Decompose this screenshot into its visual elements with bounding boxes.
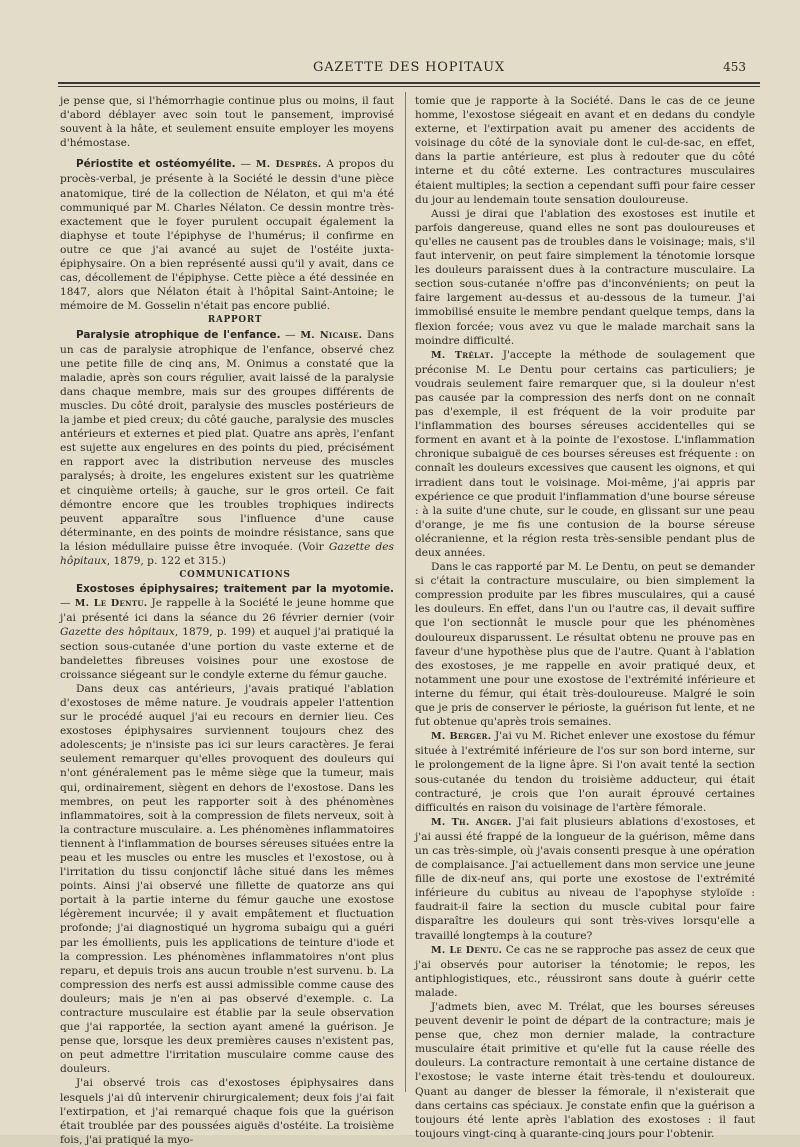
article-text: A propos du procès-verbal, je présente à la Société le dessin d'une pièce anatomique, tiré de la collection de Nélaton, et qui m'a été communiqué par M. Charles Nélaton. Ce dessin montre très-exactement que le foyer purulent occupait également la diaphyse et toute l'épiphyse de l'humérus; il confirme en outre ce que j'ai avancé au sujet de l'ostéite juxta-épiphysaire. On a bien représenté aussi qu'il y avait, dans ce cas, décollement de l'épiphyse. Cette pièce a été dessinée en 1847, alors que Nélaton était à l'hôpital Saint-Antoine; le mémoire de M. Gosselin n'était pas encore publié. (60, 158, 394, 313)
section-heading-communications: COMMUNICATIONS (179, 570, 291, 581)
speaker-berger (415, 729, 755, 815)
section-heading-rapport: RAPPORT (207, 315, 263, 326)
author-name: M. Le Dentu. (431, 944, 503, 956)
column-divider (405, 92, 406, 1092)
right-column (415, 94, 755, 1141)
reference-title: Gazette des hôpitaux (60, 540, 394, 567)
article-text: Dans un cas de paralysie atrophique de l'enfance, observé chez une petite fille de cinq ans, M. Onimus a constaté que la maladie, après son cours régulier, avait laissé de la paralysie dans chaque membre, mais sur des groupes différents de muscles. Du côté droit, paralysie des muscles postérieurs de la jambe et pied creux; du côté gauche, paralysie des muscles antérieurs et externes et pied plat. Quatre ans après, l'enfant est sujette aux engelures en des points du pied, précisément en rapport avec la distribution nerveuse des muscles paralysés; à droite, les engelures existent sur les quatrième et cinquième orteils; à gauche, sur le gros orteil. Ce fait démontre encore que les troubles trophiques indirects peuvent apparaître sous l'influence d'une cause déterminante, en des points de moindre résistance, sans que la lésion médullaire puisse être invoquée. (Voir (60, 328, 395, 553)
speaker-trelat (415, 348, 755, 560)
paragraph-continuation: tomie que je rapporte à la Société. Dans le cas de ce jeune homme, l'exostose siégeait en avant et en dedans du condyle externe, et l'extirpation avait pu amener des accidents de voisinage du côté de la synoviale dont le cul-de-sac, en effet, dans la partie antérieure, est plus à redouter que du côté interne et du côté externe. Les contractures musculaires étaient multiples; la section a cependant suffi pour faire cesser du jour au lendemain toute sensation douloureuse. (415, 95, 755, 206)
paragraph: Dans deux cas antérieurs, j'avais pratiqué l'ablation d'exostoses de même nature. Je voudrais appeler l'attention sur le procédé auquel j'ai eu recours en dernier lieu. Ces exostoses épiphysaires surviennent toujours chez des adolescents; je n'insiste pas ici sur leurs caractères. Je ferai seulement remarquer qu'elles provoquent des douleurs qui n'ont généralement pas le même siège que la tumeur, mais qui, ordinairement, siègent en dehors de l'exostose. Dans les membres, on peut les rapporter soit à des phénomènes inflammatoires, soit à la compression de filets nerveux, soit à la contracture musculaire. a. Les phénomènes inflammatoires tiennent à l'inflammation de bourses séreuses situées entre la peau et les muscles ou entre les muscles et l'exostose, ou à l'irritation du tissu conjonctif lâche situé dans les mêmes points. Ainsi j'ai observé une fillette de quatorze ans qui portait à la partie interne du fémur gauche une exostose légèrement incurvée; il y avait empâtement et fluctuation profonde; j'ai diagnostiqué un hygroma subaigu qui a guéri par les émollients, puis les applications de teinture d'iode et la compression. Les phénomènes inflammatoires n'ont plus reparu, et depuis trois ans aucun trouble n'est survenu. b. La compression des nerfs est aussi admissible comme cause des douleurs; mais je n'en ai pas observé d'exemple. c. La contracture musculaire est établie par la seule observation que j'ai rapportée, la section ayant amené la guérison. Je pense que, lorsque les deux premières causes n'existent pas, on peut admettre l'irritation musculaire comme cause des douleurs. (60, 682, 394, 1076)
author-name: M. Trélat. (431, 349, 494, 361)
author-name: M. Berger. (431, 731, 492, 743)
speaker-anger (415, 815, 755, 943)
left-column (60, 94, 394, 1147)
speaker-le-dentu (415, 943, 755, 1000)
page-number: 453 (723, 60, 746, 74)
article-title: Exostoses épiphysaires; traitement par la myotomie. (76, 583, 394, 596)
author-name: M. Desprès. (255, 159, 322, 171)
header-rule-thick (58, 82, 760, 84)
speaker-text: J'accepte la méthode de soulagement que préconise M. Le Dentu pour certains cas particuliers; je voudrais seulement faire remarquer que, si la douleur n'est pas causée par la compression des nerfs dont on ne connaît pas d'exemple, il est fréquent de la voir produite par l'inflammation des bourses séreuses accidentelles qui se forment en avant et à la pointe de l'exostose. L'inflammation chronique subaiguë de ces bourses séreuses est fréquente : on connaît les douleurs excessives que causent les oignons, et qui irradient dans tout le voisinage. Moi-même, j'ai appris par expérience ce que produit l'inflammation d'une bourse séreuse : à la suite d'une chute, sur le coude, en glissant sur une peau d'orange, je me fis une contusion de la bourse séreuse olécranienne, et la région resta très-sensible pendant plus de deux années. (415, 348, 755, 559)
article-text: Je rappelle à la Société le jeune homme que j'ai présenté ici dans la séance du 26 février dernier (voir (60, 597, 394, 625)
article-paralysie: Paralysie atrophique de l'enfance. — M. Nicaise. Dans un cas de paralysie atrophique de l'enfance, observé chez une petite fille de cinq ans, M. Onimus a constaté que la maladie, après son cours régulier, avait laissé de la paralysie dans chaque membre, mais sur des groupes différents de muscles. Du côté droit, paralysie des muscles postérieurs de la jambe et pied creux; du côté gauche, paralysie des muscles antérieurs et externes et pied plat. Quatre ans après, l'enfant est sujette aux engelures en des points du pied, précisément en rapport avec la distribution nerveuse des muscles paralysés; à droite, les engelures existent sur les quatrième et cinquième orteils; à gauche, sur le gros orteil. Ce fait démontre encore que les troubles trophiques indirects peuvent apparaître sous l'influence d'une cause déterminante, en des points de moindre résistance, sans que la lésion médullaire puisse être invoquée. (Voir Gazette des hôpitaux, 1879, p. 122 et 315.) (60, 328, 395, 567)
speaker-text: Ce cas ne se rapproche pas assez de ceux que j'ai observés pour autoriser la ténotomie; le repos, les antiphlogistiques, etc., réussiront sans doute à guérir cette malade. (415, 943, 755, 999)
article-title: Périostite et ostéomyélite. (76, 158, 236, 171)
article-title: Paralysie atrophique de l'enfance. (76, 328, 281, 341)
author-name: M. Th. Anger. (431, 816, 512, 828)
speaker-text: J'ai fait plusieurs ablations d'exostoses, et j'ai aussi été frappé de la longueur de la guérison, même dans un cas très-simple, où j'avais consenti presque à une opération de complaisance. J'ai actuellement dans mon service une jeune fille de dix-neuf ans, qui porte une exostose de l'extrémité inférieure du cubitus au niveau de l'apophyse styloïde : faudrait-il faire la section du muscle cubital pour faire disparaître les douleurs qui sont très-vives lorsqu'elle a travaillé longtemps à la couture? (415, 815, 755, 942)
header-rule-thin (58, 86, 760, 87)
author-name: M. Le Dentu. (74, 598, 148, 610)
paragraph: J'ai observé trois cas d'exostoses épiphysaires dans lesquels j'ai dû intervenir chirurgicalement; deux fois j'ai fait l'extirpation, et j'ai remarqué chaque fois que la guérison était troublée par des poussées aiguës d'ostéite. La troisième fois, j'ai pratiqué la myo- (60, 1077, 394, 1146)
author-name: M. Nicaise. (300, 329, 363, 341)
paragraph: J'admets bien, avec M. Trélat, que les bourses séreuses peuvent devenir le point de départ de la contracture; mais je pense que, chez mon dernier malade, la contracture musculaire était primitive et qu'elle fut la cause réelle des douleurs. La contracture remontait à une certaine distance de l'exostose; le vaste interne était très-tendu et douloureux. Quant au danger de blesser la fémorale, il n'existerait que dans certains cas spéciaux. Je constate enfin que la guérison a toujours été lente après l'ablation des exostoses : il faut toujours vingt-cinq à quarante-cinq jours pour l'obtenir. (415, 1001, 755, 1140)
reference-title: Gazette des hôpitaux (60, 626, 175, 639)
paragraph: Aussi je dirai que l'ablation des exostoses est inutile et parfois dangereuse, quand elles ne sont pas douloureuses et qu'elles ne causent pas de troubles dans le voisinage; mais, s'il faut intervenir, on peut faire simplement la ténotomie lorsque les douleurs paraissent dues à la contracture musculaire. La section sous-cutanée n'offre pas d'inconvénients; on peut la faire largement au-dessus et au-dessous de la tumeur. J'ai immobilisé ensuite le membre pendant quelque temps, dans la flexion forcée; vous avez vu que le malade marchait sans la moindre difficulté. (415, 207, 755, 347)
speaker-text: J'ai vu M. Richet enlever une exostose du fémur située à l'extrémité inférieure de l'os sur son bord interne, sur le prolongement de la ligne âpre. Si l'on avait tenté la section sous-cutanée du tendon du troisième adducteur, qui était contracturé, je crois que l'on aurait éprouvé certaines difficultés en raison du voisinage de l'artère fémorale. (415, 730, 755, 814)
paragraph-continuation: je pense que, si l'hémorrhagie continue plus ou moins, il faut d'abord déblayer avec soin tout le pansement, improvisé souvent à la hâte, et seulement ensuite employer les moyens d'hémostase. (60, 95, 394, 150)
paragraph: Dans le cas rapporté par M. Le Dentu, on peut se demander si c'était la contracture musculaire, ou bien simplement la compression produite par les fibres musculaires, qui a causé les douleurs. En effet, dans l'un ou l'autre cas, il devait suffire que l'on sectionnât le muscle pour que les phénomènes douloureux disparussent. Le résultat obtenu ne prouve pas en faveur d'une hypothèse plus que de l'autre. Quant à l'ablation des exostoses, je me rappelle en avoir pratiqué deux, et notamment une pour une exostose de l'extrémité inférieure et interne du fémur, qui était très-douloureuse. Malgré le soin que je pris de conserver le périoste, la guérison fut lente, et ne fut obtenue qu'après trois semaines. (415, 561, 755, 729)
article-exostoses: Exostoses épiphysaires; traitement par la myotomie. — M. Le Dentu. Je rappelle à la Société le jeune homme que j'ai présenté ici dans la séance du 26 février dernier (voir Gazette des hôpitaux, 1879, p. 199) et auquel j'ai pratiqué la section sous-cutanée d'une portion du vaste externe et de bandelettes fibreuses voisines pour une exostose de croissance siégeant sur le condyle externe du fémur gauche. (60, 583, 394, 681)
article-periostite: Périostite et ostéomyélite. — M. Desprès. A propos du procès-verbal, je présente à la Société le dessin d'une pièce anatomique, tiré de la collection de Nélaton, et qui m'a été communiqué par M. Charles Nélaton. Ce dessin montre très-exactement que le foyer purulent occupait également la diaphyse et toute l'épiphyse de l'humérus; il confirme en outre ce que j'ai avancé au sujet de l'ostéite juxta-épiphysaire. On a bien représenté aussi qu'il y avait, dans ce cas, décollement de l'épiphyse. Cette pièce a été dessinée en 1847, alors que Nélaton était à l'hôpital Saint-Antoine; le mémoire de M. Gosselin n'était pas encore publié. (60, 158, 394, 313)
page-header (58, 58, 760, 78)
newspaper-title: GAZETTE DES HOPITAUX (313, 60, 505, 75)
